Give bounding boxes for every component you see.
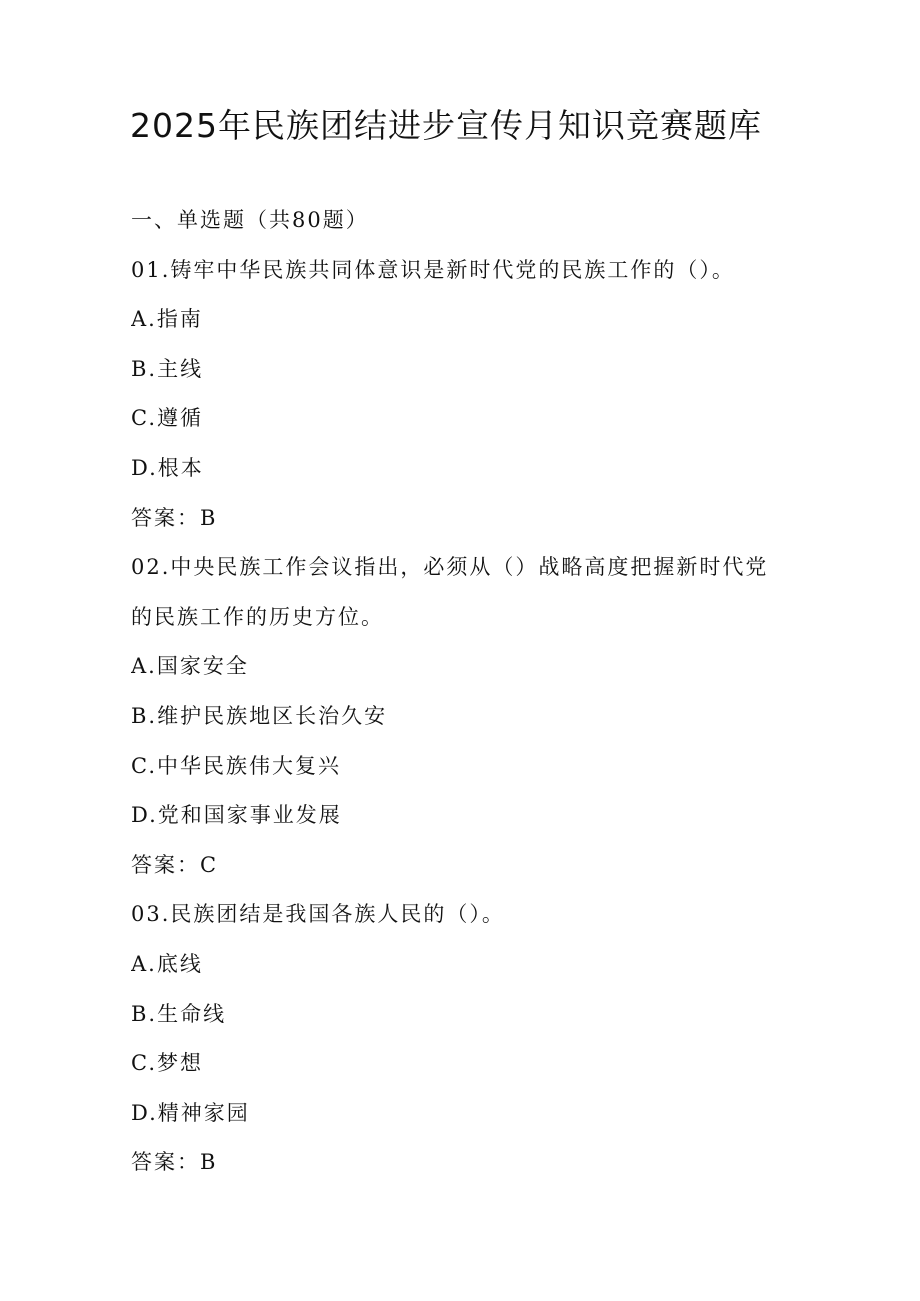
answer: 答案：B [131, 1150, 218, 1175]
question-stem: 01.铸牢中华民族共同体意识是新时代党的民族工作的（）。 [131, 257, 735, 282]
option-c: C.梦想 [131, 1051, 203, 1076]
option-a: A.底线 [131, 951, 203, 976]
question-item [131, 890, 791, 1188]
option-b: B.生命线 [131, 1001, 227, 1026]
question-stem: 02.中央民族工作会议指出，必须从（）战略高度把握新时代党 [131, 555, 769, 580]
question-item [131, 246, 791, 544]
answer: 答案：C [131, 852, 219, 877]
answer: 答案：B [131, 505, 218, 530]
document-title: 2025年民族团结进步宣传月知识竞赛题库 [130, 106, 762, 145]
question-stem-continued: 的民族工作的历史方位。 [131, 604, 384, 629]
option-d: D.根本 [131, 455, 204, 480]
question-list [131, 196, 791, 1188]
option-a: A.国家安全 [131, 654, 249, 679]
option-b: B.主线 [131, 356, 204, 381]
question-item [131, 543, 791, 890]
section-heading: 一、单选题（共80题） [131, 208, 369, 232]
option-c: C.中华民族伟大复兴 [131, 753, 341, 778]
option-d: D.精神家园 [131, 1100, 250, 1125]
option-c: C.遵循 [131, 406, 203, 431]
option-b: B.维护民族地区长治久安 [131, 703, 388, 728]
option-d: D.党和国家事业发展 [131, 803, 342, 828]
question-stem: 03.民族团结是我国各族人民的（）。 [131, 902, 505, 927]
option-a: A.指南 [131, 307, 203, 332]
